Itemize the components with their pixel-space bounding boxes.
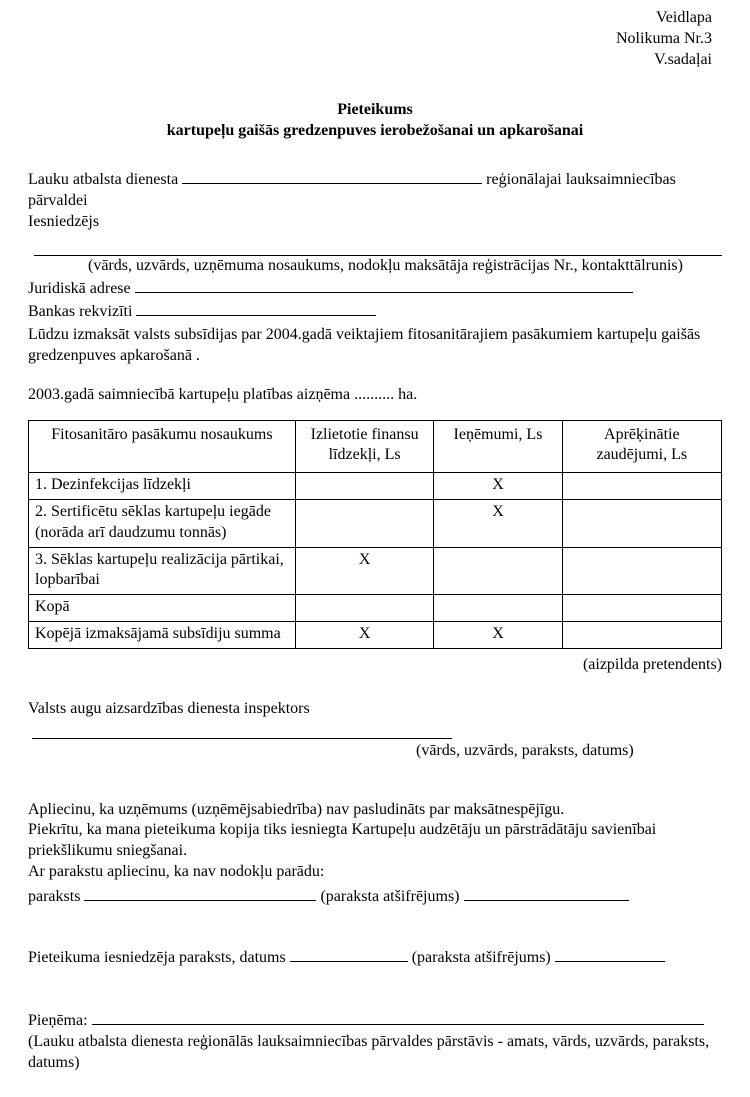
applicant-signature-line — [28, 885, 722, 908]
bankas-fill-line — [136, 300, 376, 316]
form-code-line-2: Nolikuma Nr.3 — [616, 29, 712, 47]
row-losses-cell — [562, 473, 721, 500]
inspector-section — [28, 699, 722, 761]
fitosanitary-measures-table — [28, 420, 722, 649]
declaration-insolvency: Apliecinu, ka uzņēmums (uzņēmējsabiedrība) nav pasludināts par maksātnespējīgu. — [28, 800, 565, 818]
col-header-income: Ieņēmumi, Ls — [434, 420, 562, 473]
row-measure-name: Kopējā izmaksājamā subsīdiju summa — [29, 621, 296, 648]
page-title: Pieteikums — [337, 101, 413, 119]
declarations-section — [28, 800, 722, 908]
area-paragraph: 2003.gadā saimniecībā kartupeļu platības aizņēma .......... ha. — [28, 385, 418, 403]
submitter-name-fill-line — [555, 946, 665, 962]
paraksts-label: paraksts — [28, 888, 81, 906]
form-code-line-3: V.sadaļai — [654, 50, 712, 68]
table-row — [29, 499, 722, 547]
row-funds-cell: X — [295, 547, 434, 595]
filled-by-applicant-note: (aizpilda pretendents) — [582, 655, 722, 673]
juridiska-line — [28, 277, 722, 300]
iesniedzejs-label: Iesniedzējs — [28, 212, 100, 230]
inspector-label: Valsts augu aizsardzības dienesta inspektors — [28, 700, 310, 718]
regional-office-fill-line — [182, 168, 482, 184]
lauku-prefix-label: Lauku atbalsta dienesta — [28, 171, 179, 189]
juridiska-label: Juridiskā adrese — [28, 280, 131, 298]
row-measure-name: 1. Dezinfekcijas līdzekļi — [29, 473, 296, 500]
row-measure-name: 2. Sertificētu sēklas kartupeļu iegāde (norāda arī daudzumu tonnās) — [29, 499, 296, 547]
inspector-signature-fill-line — [32, 720, 452, 739]
row-funds-cell: X — [295, 621, 434, 648]
col-header-funds: Izlietotie finansu līdzekļi, Ls — [295, 420, 434, 473]
col-header-losses: Aprēķinātie zaudējumi, Ls — [562, 420, 721, 473]
form-code-line-1: Veidlapa — [656, 9, 712, 26]
lauku-line — [28, 168, 722, 191]
signature-name-fill-line — [464, 885, 629, 901]
row-losses-cell — [562, 499, 721, 547]
row-income-cell — [434, 547, 562, 595]
submitter-signature-line — [28, 946, 722, 969]
request-paragraph: Lūdzu izmaksāt valsts subsīdijas par 2004.gadā veiktajiem fitosanitārajiem pasākumiem kartupeļu gaišās gredzenpuves apkarošanā . — [28, 326, 701, 364]
received-line — [28, 1009, 722, 1032]
pienema-label: Pieņēma: — [28, 1012, 88, 1030]
row-income-cell: X — [434, 473, 562, 500]
table-row — [29, 595, 722, 622]
table-row — [29, 547, 722, 595]
atsifrejums-label: (paraksta atšifrējums) — [320, 888, 460, 906]
row-income-cell — [434, 595, 562, 622]
parvaldei-label: pārvaldei — [28, 191, 88, 209]
row-losses-cell — [562, 595, 721, 622]
row-funds-cell — [295, 473, 434, 500]
row-funds-cell — [295, 595, 434, 622]
row-income-cell: X — [434, 621, 562, 648]
lauku-suffix-label: reģionālajai lauksaimniecības — [486, 171, 676, 189]
bankas-line — [28, 300, 722, 323]
row-losses-cell — [562, 547, 721, 595]
received-fill-line — [92, 1009, 704, 1025]
declaration-no-tax-debt: Ar parakstu apliecinu, ka nav nodokļu parādu: — [28, 863, 325, 881]
table-row — [29, 473, 722, 500]
submitter-signature-fill-line — [290, 946, 408, 962]
declaration-copy-consent: Piekrītu, ka mana pieteikuma kopija tiks iesniegta Kartupeļu audzētāju un pārstrādātāju savienībai priekšlikumu sniegšanai. — [28, 821, 657, 860]
applicant-name-fill-line — [34, 239, 722, 257]
row-losses-cell — [562, 621, 721, 648]
row-income-cell: X — [434, 499, 562, 547]
row-measure-name: Kopā — [29, 595, 296, 622]
received-section — [28, 1009, 722, 1074]
bankas-label: Bankas rekvizīti — [28, 303, 133, 321]
row-funds-cell — [295, 499, 434, 547]
table-row — [29, 621, 722, 648]
submitter-label: Pieteikuma iesniedzēja paraksts, datums — [28, 949, 286, 967]
table-header-row — [29, 420, 722, 473]
title-block — [28, 100, 722, 142]
submitter-atsifrejums-label: (paraksta atšifrējums) — [411, 949, 551, 967]
row-measure-name: 3. Sēklas kartupeļu realizācija pārtikai, lopbarībai — [29, 547, 296, 595]
juridiska-fill-line — [135, 277, 633, 293]
col-header-measure: Fitosanitāro pasākumu nosaukums — [29, 420, 296, 473]
applicant-section — [28, 168, 722, 406]
received-note: (Lauku atbalsta dienesta reģionālās lauksaimniecības pārvaldes pārstāvis - amats, vārds, uzvārds, paraksts, datums) — [28, 1032, 710, 1071]
form-code-block — [28, 8, 722, 70]
submitter-section — [28, 946, 722, 969]
applicant-name-note: (vārds, uzvārds, uzņēmuma nosaukums, nodokļu maksātāja reģistrācijas Nr., kontakttālrunis) — [88, 257, 683, 275]
signature-fill-line — [84, 885, 316, 901]
page-subtitle: kartupeļu gaišās gredzenpuves ierobežošanai un apkarošanai — [166, 122, 584, 140]
inspector-signature-note: (vārds, uzvārds, paraksts, datums) — [416, 741, 634, 759]
